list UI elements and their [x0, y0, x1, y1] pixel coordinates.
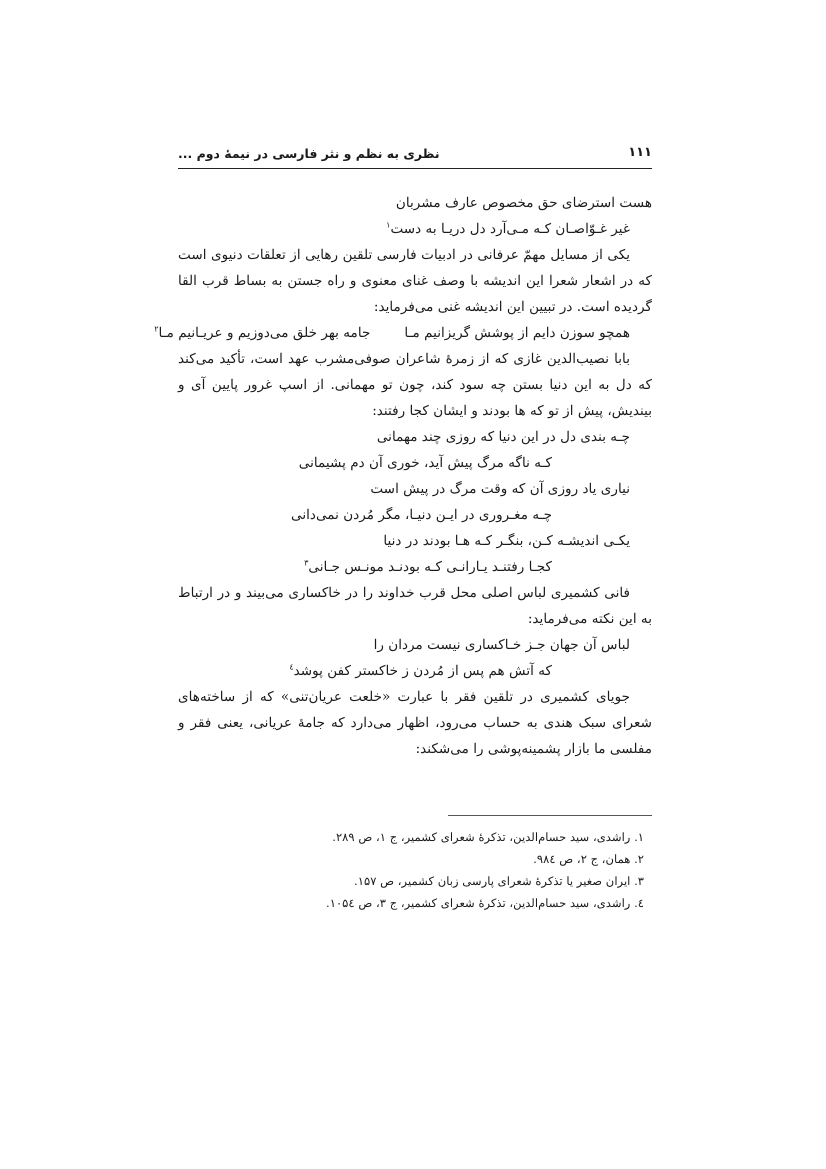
verse-line: لباس آن جهان جـز خـاکساری نیست مردان را [373, 637, 630, 653]
footnote-ref: ۱ [386, 220, 391, 230]
page-number: ۱۱۱ [628, 145, 652, 160]
page-header [178, 140, 652, 169]
paragraph: جویای کشمیری در تلقین فقر با عبارت «خلعت عریان‌تنی» که از ساخته‌های شعرای سبک هندی به حساب می‌رود، اظهار می‌دارد که جامهٔ عریانی، یعنی فقر و مفلسی ما بازار پشمینه‌پوشی را می‌شکند: [178, 689, 652, 757]
footnote: ٤. راشدی، سید حسام‌الدین، تذکرهٔ شعرای کشمیر، ج ۳، ص ۱۰۵٤. [326, 896, 644, 910]
footnote-ref: ۲ [154, 324, 159, 334]
main-text [154, 190, 652, 762]
verse-line: کجـا رفتنـد یـارانـی کـه بودنـد مونـس جـانی$^۳$ [304, 558, 552, 575]
verse-line: غیر غـوّاصـان کـه مـی‌آرد دل دریـا به دست$^۱$ [386, 220, 630, 237]
footnote-ref: ٤ [289, 662, 294, 672]
verse-line: که آتش هم پس از مُردن ز خاکستر کفن پوشد$^٤$ [289, 662, 552, 679]
verse-line: یکـی اندیشـه کـن، بنگـر کـه هـا بودند در دنیا [383, 533, 630, 549]
paragraph: بابا نصیب‌الدین غازی که از زمرهٔ شاعران صوفی‌مشرب عهد است، تأکید می‌کند که دل به این دنیا بستن چه سود کند، چون تو مهمانی. از اسپ غرور پایین آی و بیندیش، پیش از تو که ها بودند و ایشان کجا رفتند: [178, 351, 652, 419]
footnote: ۳. ایران صغیر یا تذکرهٔ شعرای پارسی زبان کشمیر، ص ۱۵۷. [354, 874, 644, 888]
footnote: ۱. راشدی، سید حسام‌الدین، تذکرهٔ شعرای کشمیر، ج ۱، ص ۲۸۹. [332, 830, 644, 844]
footnote-ref: ۳ [304, 558, 309, 568]
verse-couplet: همچو سوزن دایم از پوشش گریزانیم مـاجامه بهر خلق می‌دوزیم و عریـانیم مـا$^۲$ [154, 324, 630, 341]
verse-line: نیاری یاد روزی آن که وقت مرگ در پیش است [370, 481, 630, 497]
verse-line: هست استرضای حق مخصوص عارف مشربان [395, 195, 652, 211]
footnote: ۲. همان، ج ۲، ص ۹۸٤. [533, 852, 644, 866]
footnote-separator [448, 815, 652, 816]
verse-line: چـه مغـروری در ایـن دنیـا، مگر مُردن نمی‌دانی [291, 507, 552, 523]
verse-line: چـه بندی دل در این دنیا که روزی چند مهمانی [376, 429, 630, 445]
running-title: نظری به نظم و نثر فارسی در نیمهٔ دوم ... [178, 146, 440, 161]
verse-line: کـه ناگه مرگ پیش آید، خوری آن دم پشیمانی [298, 455, 552, 471]
paragraph: فانی کشمیری لباس اصلی محل قرب خداوند را در خاکساری می‌بیند و در ارتباط به این نکته می‌فرماید: [178, 585, 652, 627]
paragraph: یکی از مسایل مهمّ عرفانی در ادبیات فارسی تلقین رهایی از تعلقات دنیوی است که در اشعار شعرا این اندیشه با وصف غنای معنوی و راه جستن به بساط قرب القا گردیده است. در تبیین این اندیشه غنی می‌فرماید: [178, 247, 652, 315]
footnotes [178, 826, 652, 914]
